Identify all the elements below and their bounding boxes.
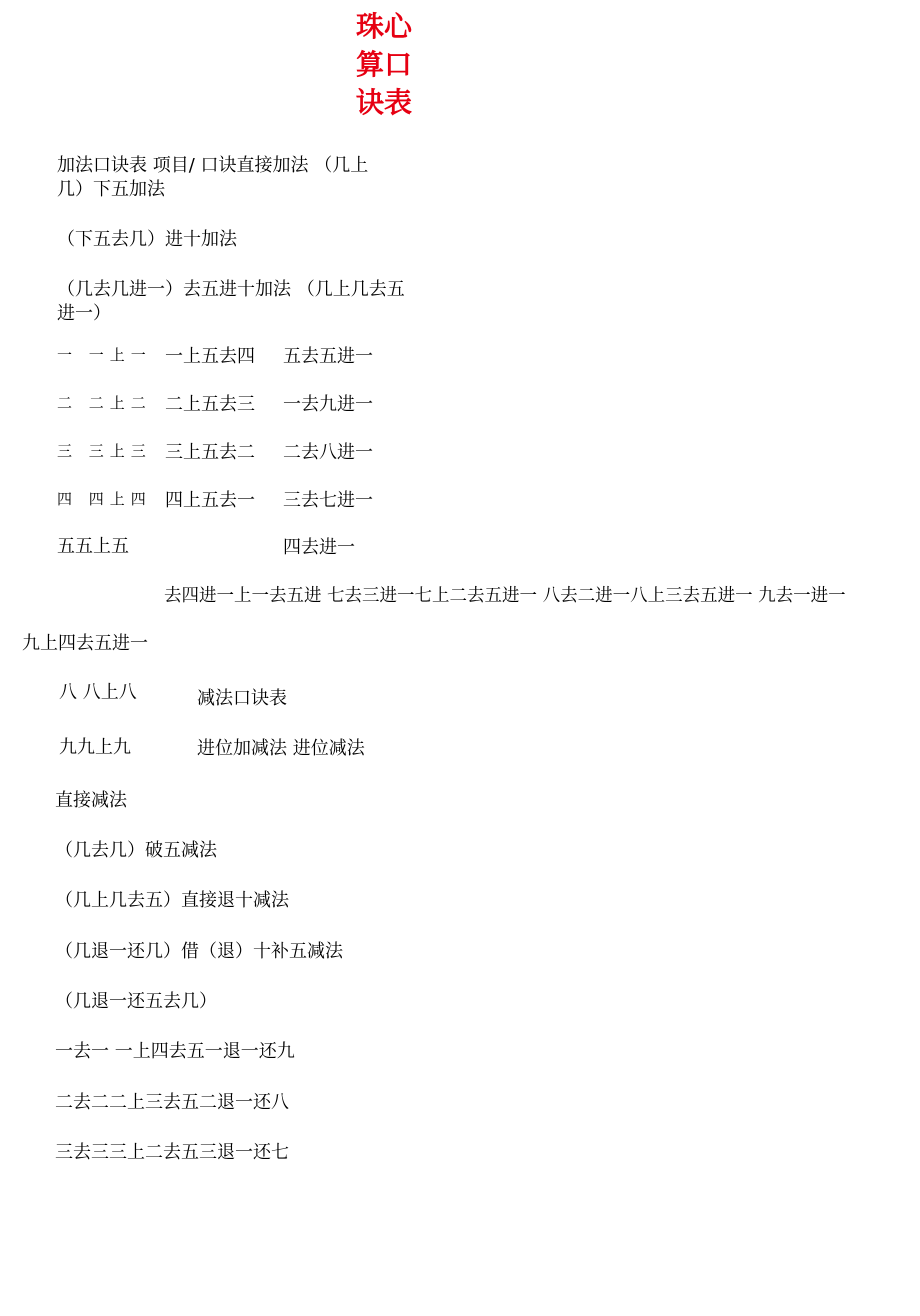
subtraction-row-3: 三去三三上二去五三退一还七 <box>55 1142 289 1163</box>
addition-category-5-carry-line-2: 进一） <box>57 303 111 324</box>
page-title <box>356 8 426 122</box>
subtraction-category-borrow-five: （几退一还五去几） <box>55 991 217 1012</box>
title-line-2: 算口 <box>356 48 413 81</box>
addition-row-2-right: 一去九进一 <box>283 394 373 415</box>
addition-row-4-mid: 四上五去一 <box>165 490 255 511</box>
subtraction-category-break-five: （几去几）破五减法 <box>55 840 217 861</box>
addition-long-line-2: 九上四去五进一 <box>22 633 148 654</box>
addition-row-9: 九九上九 <box>59 737 131 758</box>
addition-row-3-right: 二去八进一 <box>283 442 373 463</box>
addition-row-4-left: 四 四上四 <box>57 490 152 508</box>
subtraction-category-borrow-ten-add-five: （几退一还几）借（退）十补五减法 <box>55 941 343 962</box>
title-line-1: 珠心 <box>356 10 413 43</box>
addition-row-5-left: 五五上五 <box>57 536 129 557</box>
addition-row-3-left: 三 三上三 <box>57 442 152 460</box>
addition-row-1-left: 一 一上一 <box>57 346 152 364</box>
addition-row-1-mid: 一上五去四 <box>165 346 255 367</box>
addition-row-5-right: 四去进一 <box>283 537 355 558</box>
subtraction-category-borrow-ten: （几上几去五）直接退十减法 <box>55 890 289 911</box>
addition-category-carry: （下五去几）进十加法 <box>57 229 237 250</box>
addition-header-line-2: 几）下五加法 <box>57 179 165 200</box>
addition-row-1-right: 五去五进一 <box>283 346 373 367</box>
subtraction-row-1: 一去一 一上四去五一退一还九 <box>55 1041 295 1062</box>
subtraction-header: 减法口诀表 <box>197 688 287 709</box>
addition-row-4-right: 三去七进一 <box>283 490 373 511</box>
addition-row-2-left: 二 二上二 <box>57 394 152 412</box>
addition-row-2-mid: 二上五去三 <box>165 394 255 415</box>
title-line-3: 诀表 <box>356 86 413 119</box>
subtraction-sub-header: 进位加减法 进位减法 <box>197 738 365 759</box>
addition-header-line-1: 加法口诀表 项目/ 口诀直接加法 （几上 <box>57 155 369 176</box>
addition-row-8: 八 八上八 <box>59 682 137 703</box>
subtraction-category-direct: 直接减法 <box>55 790 127 811</box>
subtraction-row-2: 二去二二上三去五二退一还八 <box>55 1092 289 1113</box>
addition-category-5-carry-line-1: （几去几进一）去五进十加法 （几上几去五 <box>57 279 405 300</box>
addition-row-3-mid: 三上五去二 <box>165 442 255 463</box>
addition-long-line: 去四进一上一去五进 七去三进一七上二去五进一 八去二进一八上三去五进一 九去一进一 <box>164 586 846 606</box>
